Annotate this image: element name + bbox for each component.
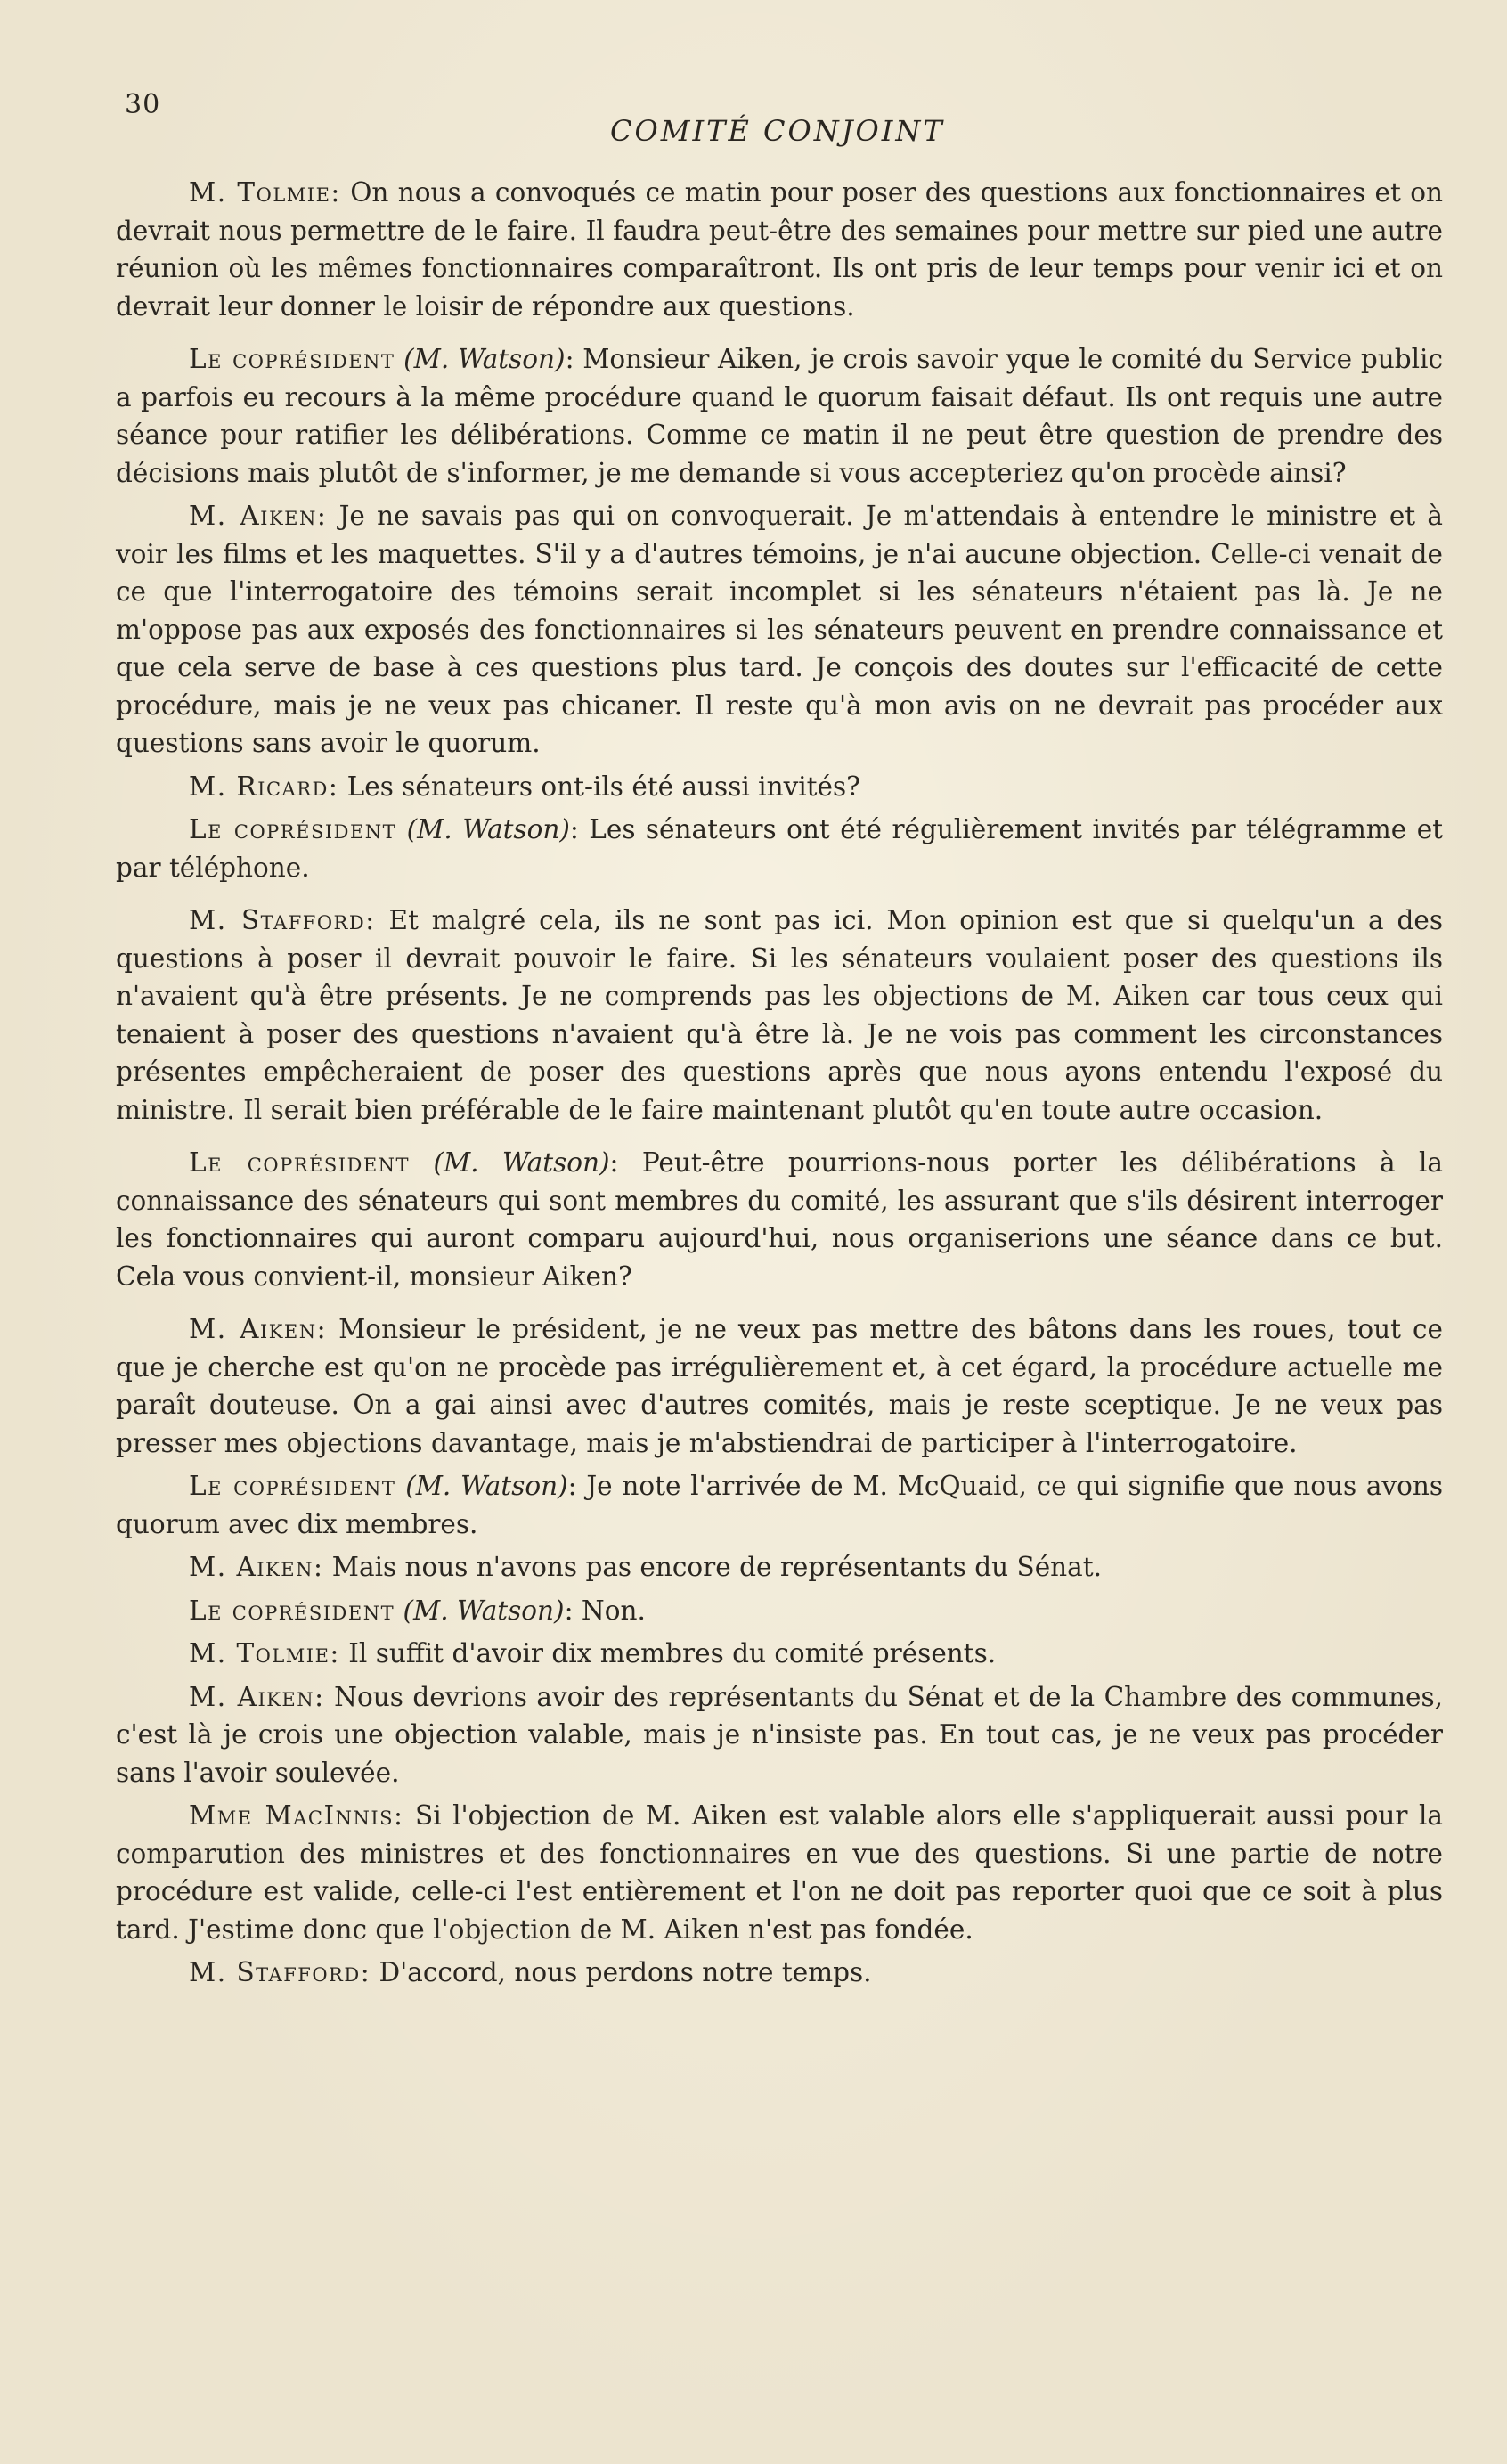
- paragraph-text: Les sénateurs ont été régulièrement invités par télégramme et par téléphone.: [116, 814, 1444, 883]
- paragraph: [116, 1144, 1443, 1295]
- speaker-name: M. Aiken:: [189, 501, 328, 531]
- speaker-name: Le coprésident: [189, 344, 395, 374]
- speaker-note: (M. Watson): [406, 814, 570, 844]
- paragraph: [116, 1635, 1443, 1673]
- paragraph-text: Et malgré cela, ils ne sont pas ici. Mon opinion est que si quelqu'un a des questions à poser il devrait pouvoir le faire. Si les sénateurs voulaient poser des questions ils n'avaient qu'à être présents. Je ne comprends pas les objections de M. Aiken car tous ceux qui tenaient à poser des questions n'avaient qu'à être là. Je ne vois pas comment les circonstances présentes empêcheraient de poser des questions après que nous ayons entendu l'exposé du ministre. Il serait bien préférable de le faire maintenant plutôt qu'en toute autre occasion.: [116, 905, 1443, 1125]
- paragraph-text: Monsieur Aiken, je crois savoir yque le comité du Service public a parfois eu recours à la même procédure quand le quorum faisait défaut. Ils ont requis une autre séance pour ratifier les délibérations. Comme ce matin il ne peut être question de prendre des décisions mais plutôt de s'informer, je me demande si vous accepteriez qu'on procède ainsi?: [116, 344, 1443, 488]
- paragraph: [116, 1797, 1443, 1948]
- speaker-colon: :: [609, 1147, 619, 1178]
- paragraph: [116, 811, 1443, 886]
- paragraph: [116, 174, 1443, 325]
- paragraph: [116, 1592, 1443, 1630]
- speaker-name: Le coprésident: [189, 1147, 411, 1178]
- paragraph: [116, 497, 1443, 763]
- speaker-name: M. Stafford:: [189, 905, 376, 935]
- speaker-note: (M. Watson): [433, 1147, 610, 1178]
- speaker-name: Le coprésident: [189, 1471, 396, 1501]
- speaker-note: (M. Watson): [403, 1595, 565, 1626]
- paragraph: [116, 1310, 1443, 1462]
- speaker-note: (M. Watson): [403, 344, 566, 374]
- speaker-name: Le coprésident: [189, 814, 397, 844]
- paragraph-text: D'accord, nous perdons notre temps.: [371, 1957, 872, 1987]
- paragraph-text: Je note l'arrivée de M. McQuaid, ce qui signifie que nous avons quorum avec dix membres.: [116, 1471, 1443, 1539]
- paragraph-text: Nous devrions avoir des représentants du Sénat et de la Chambre des communes, c'est là je crois une objection valable, mais je n'insiste pas. En tout cas, je ne veux pas procéder sans l'avoir soulevée.: [116, 1681, 1443, 1788]
- page-number: 30: [125, 89, 161, 120]
- paragraph-text: Il suffit d'avoir dix membres du comité présents.: [339, 1638, 997, 1669]
- transcript-body: [116, 174, 1443, 1997]
- paragraph-text: Non.: [573, 1595, 646, 1626]
- paragraph: [116, 340, 1443, 492]
- speaker-name: M. Tolmie:: [189, 177, 341, 208]
- speaker-note: (M. Watson): [405, 1471, 568, 1501]
- paragraph: [116, 1467, 1443, 1543]
- paragraph: [116, 1678, 1443, 1792]
- paragraph-text: Si l'objection de M. Aiken est valable alors elle s'appliquerait aussi pour la comparution des ministres et des fonctionnaires en vue des questions. Si une partie de notre procédure est valide, celle-ci l'est entièrement et l'on ne doit pas reporter quoi que ce soit à plus tard. J'estime donc que l'objection de M. Aiken n'est pas fondée.: [116, 1800, 1443, 1945]
- paragraph-text: Les sénateurs ont-ils été aussi invités?: [338, 771, 860, 802]
- page-header: [125, 89, 1434, 148]
- speaker-colon: :: [564, 1595, 574, 1626]
- paragraph-text: On nous a convoqués ce matin pour poser des questions aux fonctionnaires et on devrait nous permettre de le faire. Il faudra peut-être des semaines pour mettre sur pied une autre réunion où les mêmes fonctionnaires comparaîtront. Ils ont pris de leur temps pour venir ici et on devrait leur donner le loisir de répondre aux questions.: [116, 177, 1443, 322]
- paragraph: [116, 1954, 1443, 1992]
- paragraph-text: Mais nous n'avons pas encore de représentants du Sénat.: [323, 1552, 1102, 1582]
- speaker-name: Mme MacInnis:: [189, 1800, 404, 1831]
- paragraph: [116, 1548, 1443, 1587]
- paragraph-text: Peut-être pourrions-nous porter les délibérations à la connaissance des sénateurs qui sont membres du comité, les assurant que s'ils désirent interroger les fonctionnaires qui auront comparu aujourd'hui, nous organiserions une séance dans ce but. Cela vous convient-il, monsieur Aiken?: [116, 1147, 1443, 1292]
- paragraph-text: Monsieur le président, je ne veux pas mettre des bâtons dans les roues, tout ce que je cherche est qu'on ne procède pas irrégulièrement et, à cet égard, la procédure actuelle me paraît douteuse. On a gai ainsi avec d'autres comités, mais je reste sceptique. Je ne veux pas presser mes objections davantage, mais je m'abstiendrai de participer à l'interrogatoire.: [116, 1314, 1443, 1458]
- paragraph-text: Je ne savais pas qui on convoquerait. Je m'attendais à entendre le ministre et à voir les films et les maquettes. S'il y a d'autres témoins, je n'ai aucune objection. Celle-ci venait de ce que l'interrogatoire des témoins serait incomplet si les sénateurs n'étaient pas là. Je ne m'oppose pas aux exposés des fonctionnaires si les sénateurs peuvent en prendre connaissance et que cela serve de base à ces questions plus tard. Je conçois des doutes sur l'efficacité de cette procédure, mais je ne veux pas chicaner. Il reste qu'à mon avis on ne devrait pas procéder aux questions sans avoir le quorum.: [116, 501, 1443, 758]
- paragraph: [116, 902, 1443, 1129]
- speaker-name: M. Tolmie:: [189, 1638, 340, 1669]
- speaker-name: M. Stafford:: [189, 1957, 371, 1987]
- speaker-colon: :: [567, 1471, 577, 1501]
- speaker-colon: :: [565, 344, 574, 374]
- speaker-name: Le coprésident: [189, 1595, 395, 1626]
- speaker-name: M. Aiken:: [189, 1552, 324, 1582]
- speaker-name: M. Ricard:: [189, 771, 339, 802]
- speaker-name: M. Aiken:: [189, 1681, 325, 1712]
- speaker-name: M. Aiken:: [189, 1314, 328, 1344]
- running-head: COMITÉ CONJOINT: [610, 114, 945, 148]
- speaker-colon: :: [569, 814, 579, 844]
- paragraph: [116, 768, 1443, 806]
